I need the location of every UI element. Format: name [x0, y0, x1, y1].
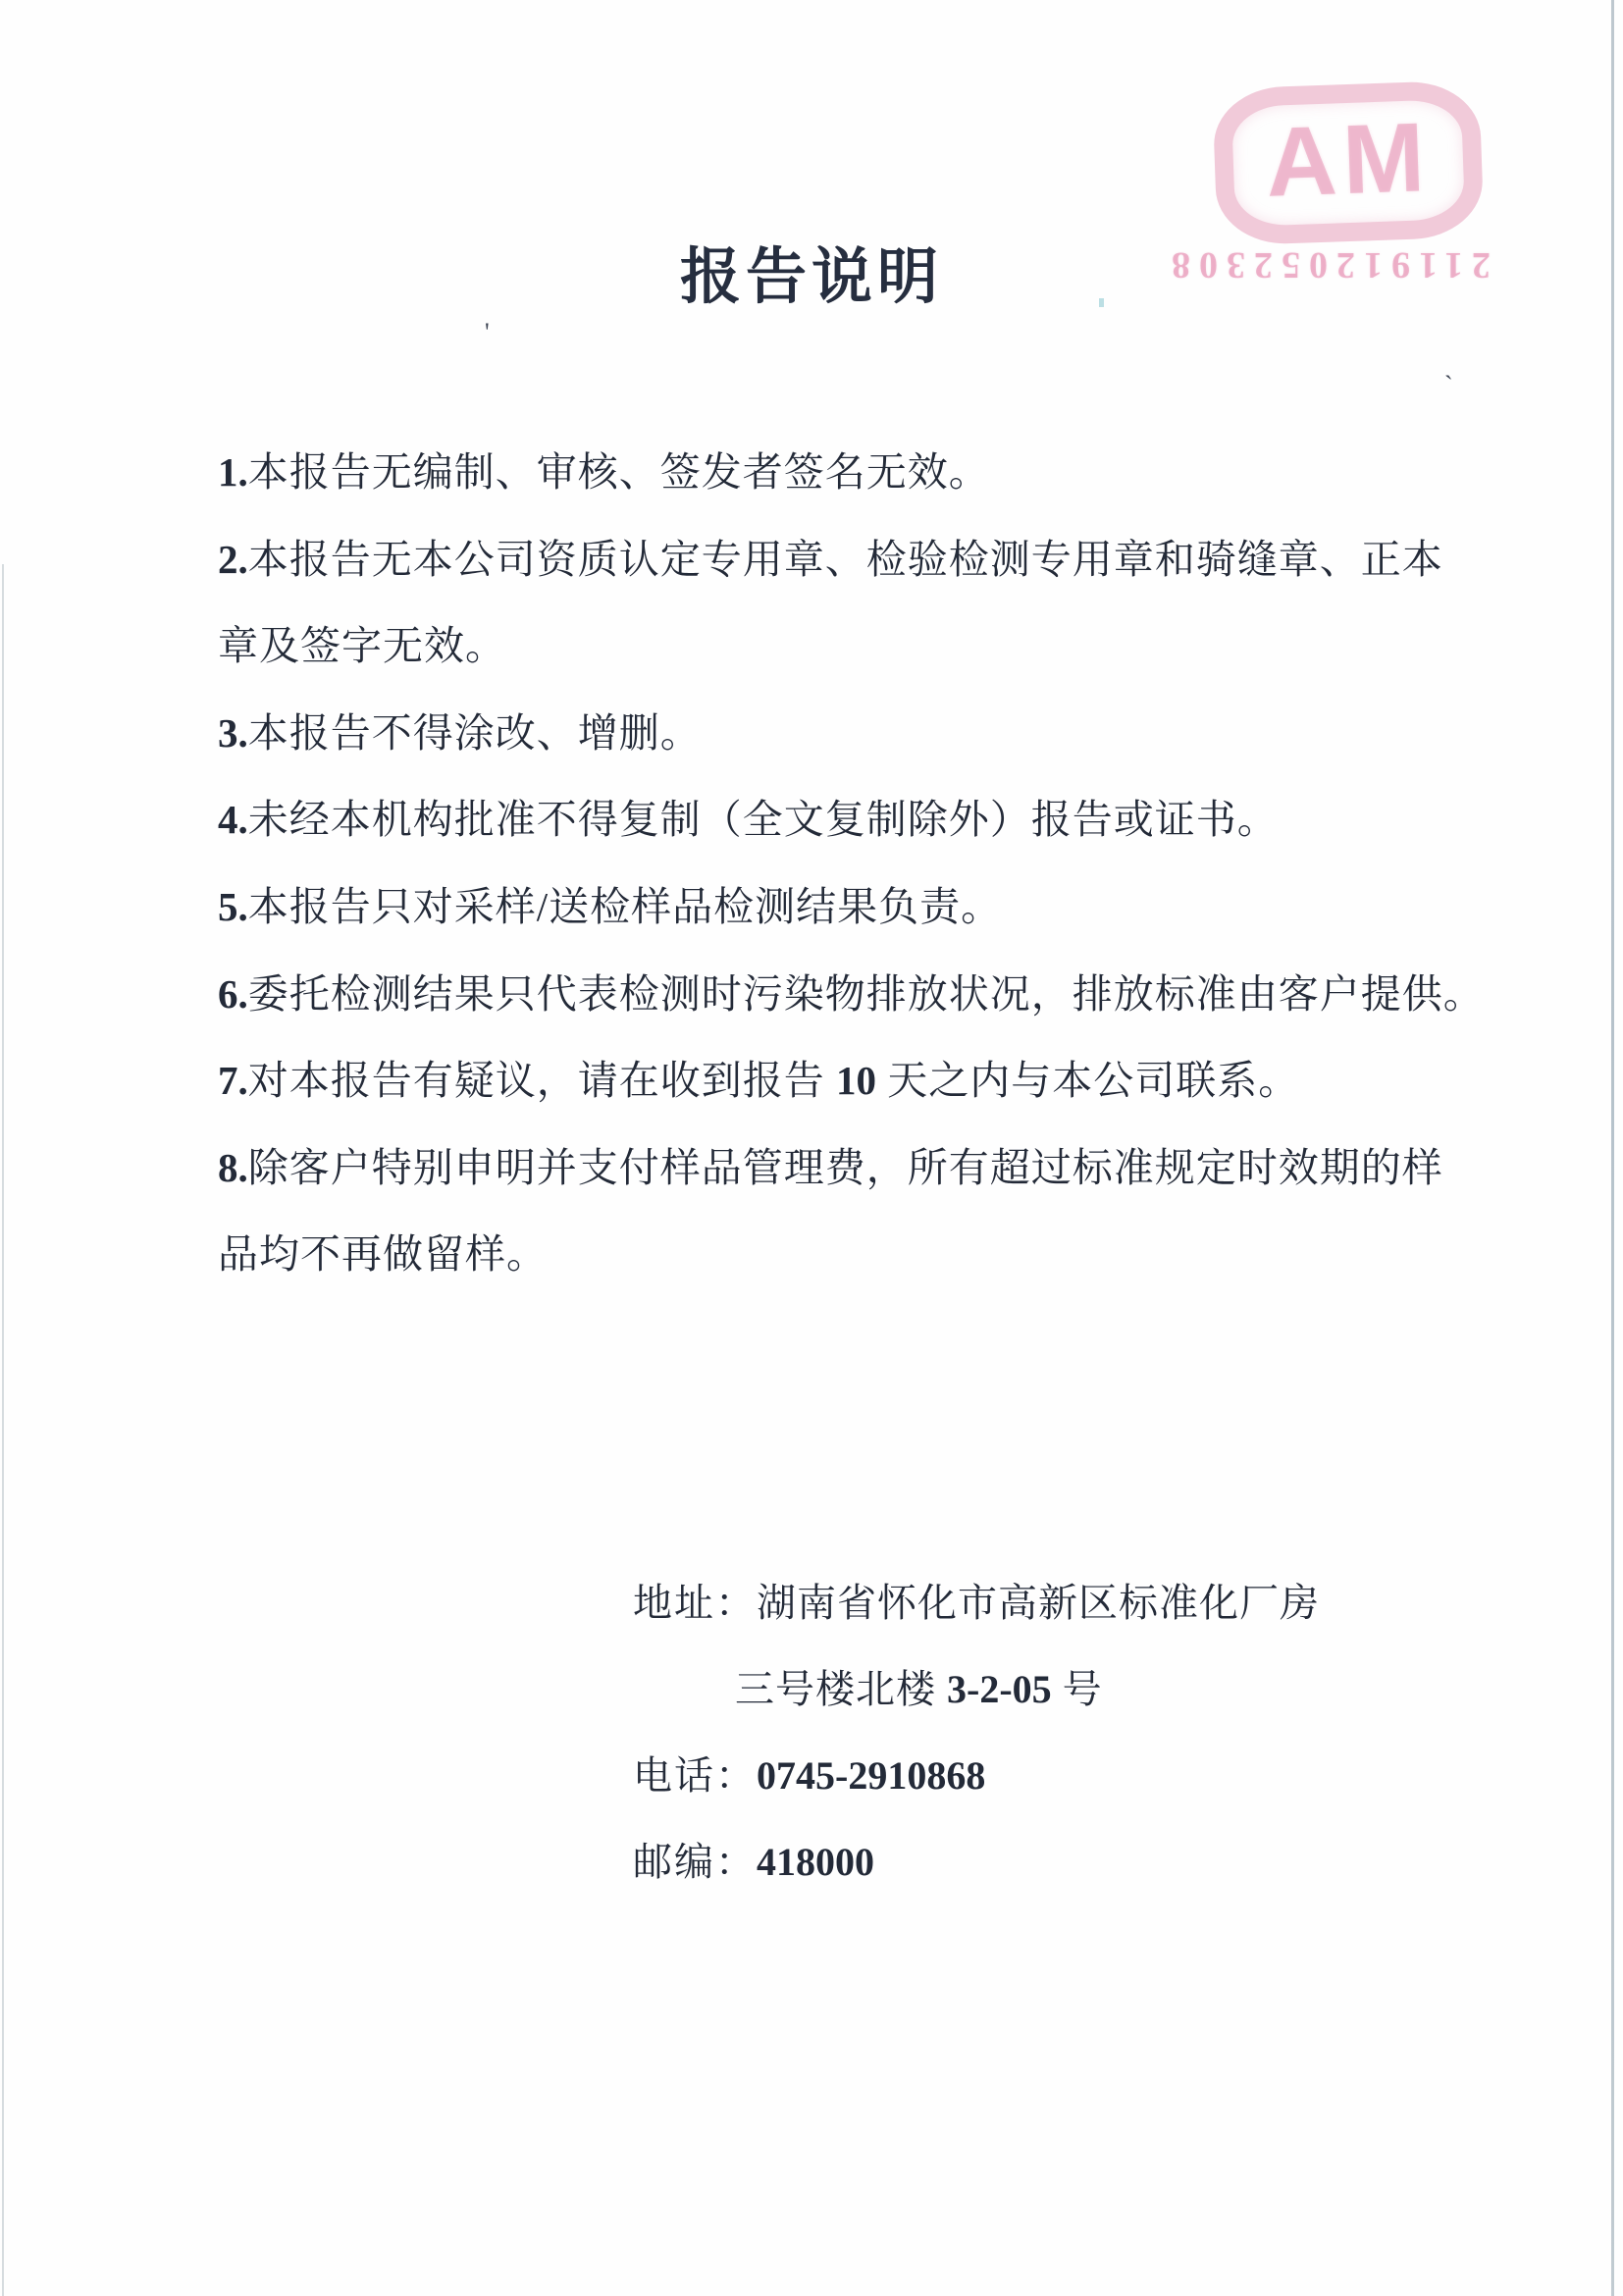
note-number: 1. [218, 449, 248, 495]
note-text: 本报告无本公司资质认定专用章、检验检测专用章和骑缝章、正本 [247, 536, 1443, 582]
contact-phone-row [633, 1733, 1320, 1819]
contact-block [633, 1560, 1320, 1905]
contact-value: 湖南省怀化市高新区标准化厂房 [757, 1581, 1320, 1625]
report-notes [218, 429, 1513, 1298]
note-text: 委托检测结果只代表检测时污染物排放状况，排放标准由客户提供。 [247, 970, 1485, 1017]
cma-stamp [1212, 79, 1484, 245]
contact-label: 邮编： [633, 1840, 757, 1884]
contact-bold-figure: 3-2-05 [947, 1667, 1052, 1711]
note-number: 3. [218, 709, 248, 756]
contact-bold-figure: 418000 [757, 1840, 874, 1884]
contact-address-row-2 [633, 1646, 1320, 1733]
note-text: 章及签字无效。 [218, 623, 506, 669]
contact-label: 电话： [633, 1753, 757, 1798]
note-text: 本报告无编制、审核、签发者签名无效。 [247, 449, 990, 495]
contact-value: 号 [1051, 1667, 1103, 1711]
note-line-5 [218, 863, 1513, 951]
note-line-4 [218, 776, 1513, 863]
contact-label: 地址： [633, 1581, 757, 1625]
stamp-serial-number: 211912052308 [1163, 244, 1491, 286]
contact-value: 三号楼北楼 [735, 1667, 947, 1711]
note-number: 5. [218, 883, 248, 929]
scan-speck: ' [485, 318, 490, 346]
note-text: 本报告只对采样/送检样品检测结果负责。 [247, 883, 1003, 929]
note-number: 8. [218, 1144, 248, 1190]
note-number: 6. [218, 970, 248, 1017]
note-text: 品均不再做留样。 [218, 1231, 548, 1278]
stamp-letters: AM [1264, 101, 1433, 218]
scan-speck: ` [1444, 371, 1453, 399]
note-text: 未经本机构批准不得复制（全文复制除外）报告或证书。 [247, 797, 1279, 843]
scan-edge-left [2, 564, 4, 2296]
note-text: 对本报告有疑议，请在收到报告 [247, 1058, 836, 1104]
note-bold-figure: 10 [836, 1058, 876, 1104]
contact-postcode-row [633, 1819, 1320, 1905]
note-text: 除客户特别申明并支付样品管理费，所有超过标准规定时效期的样 [247, 1144, 1443, 1190]
note-line-6 [218, 951, 1513, 1038]
note-line-1 [218, 429, 1513, 516]
note-number: 4. [218, 797, 248, 843]
note-line-2 [218, 516, 1513, 603]
note-text: 本报告不得涂改、增删。 [247, 709, 702, 756]
note-line-3 [218, 690, 1513, 777]
note-line-8 [218, 1124, 1513, 1212]
note-number: 2. [218, 536, 248, 582]
stamp-oval-border [1212, 79, 1484, 245]
note-text: 天之内与本公司联系。 [876, 1058, 1300, 1104]
contact-address-row [633, 1560, 1320, 1646]
scan-edge-right [1611, 0, 1614, 2296]
note-line-7 [218, 1037, 1513, 1124]
note-number: 7. [218, 1058, 248, 1104]
scan-speck [1099, 298, 1104, 307]
contact-bold-figure: 0745-2910868 [757, 1753, 986, 1798]
note-line-2-cont [218, 602, 1513, 690]
note-line-8-cont [218, 1211, 1513, 1298]
page-title: 报告说明 [679, 244, 943, 311]
